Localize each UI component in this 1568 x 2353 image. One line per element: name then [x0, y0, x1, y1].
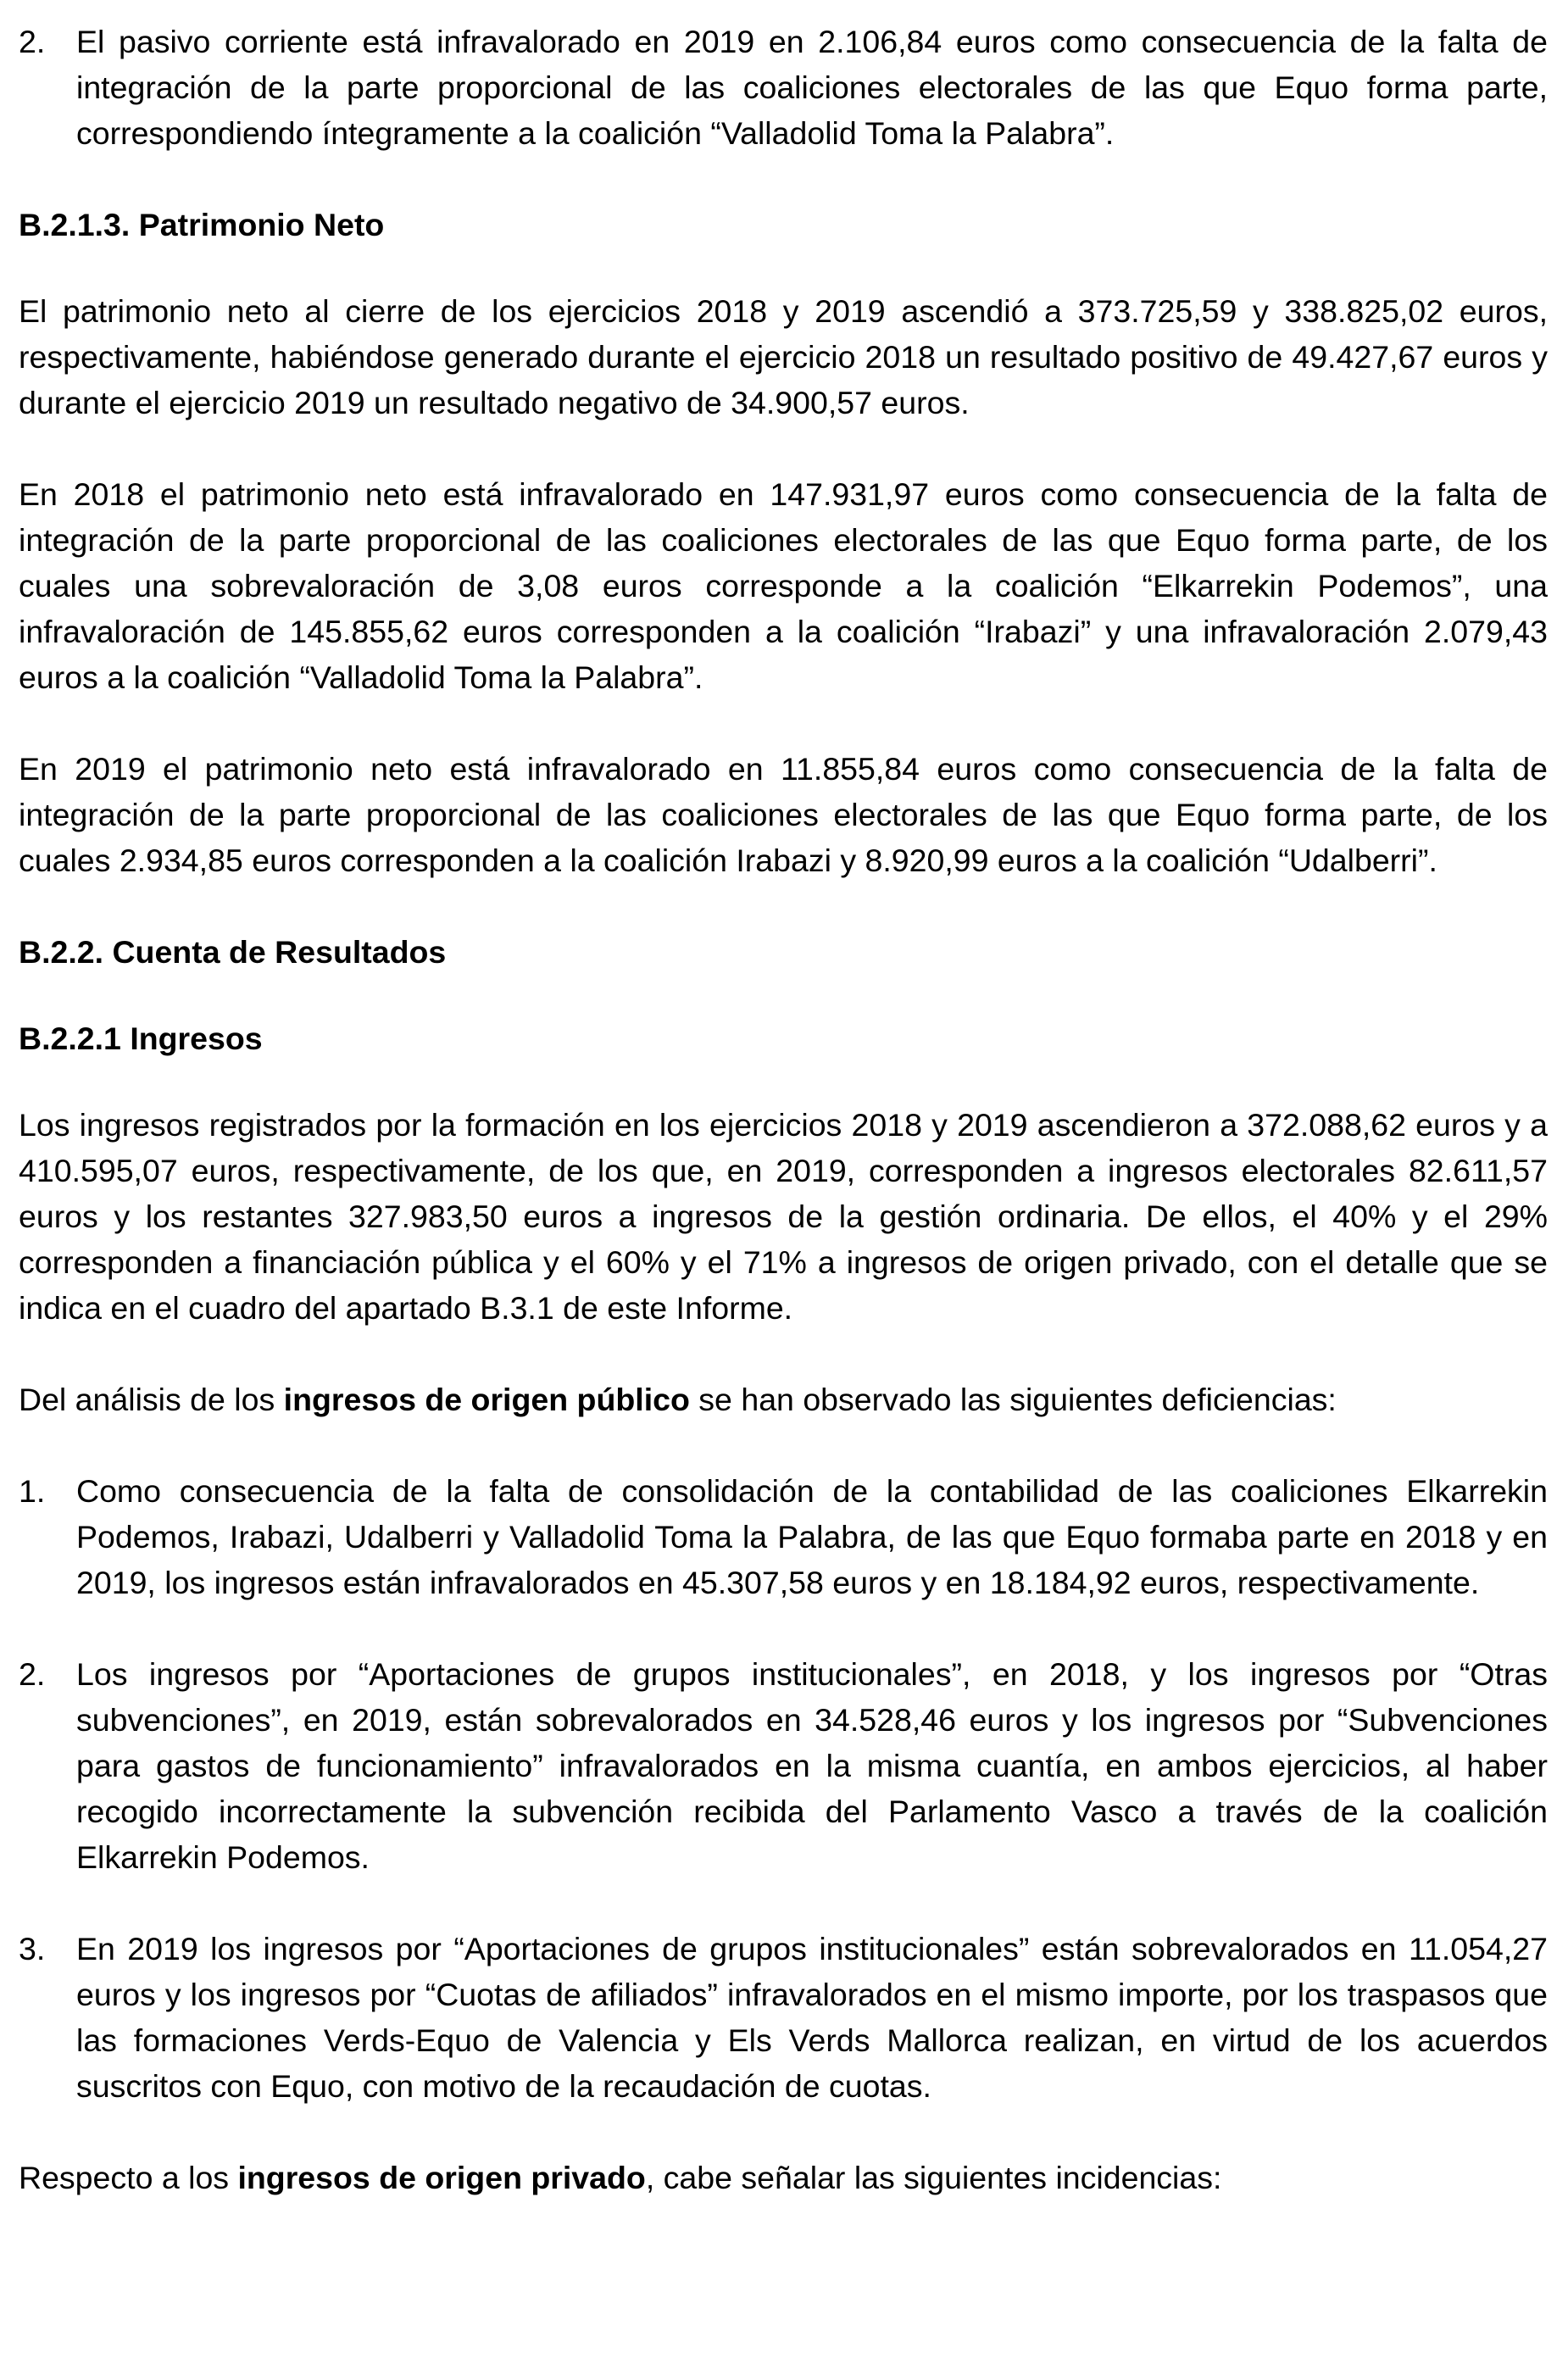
paragraph: El patrimonio neto al cierre de los ejercicios 2018 y 2019 ascendió a 373.725,59 y 338.825,02 euros, respectivamente, habiéndose generado durante el ejercicio 2018 un resultado positivo de 49.427,67 euros y durante el ejercicio 2019 un resultado negativo de 34.900,57 euros. [19, 293, 1548, 420]
text-run: Del análisis de los [19, 1382, 284, 1417]
list-number: 2. [19, 24, 46, 59]
list-item [19, 1926, 1548, 2109]
section-heading-ingresos: B.2.2.1 Ingresos [19, 1021, 263, 1056]
paragraph: En 2019 el patrimonio neto está infravalorado en 11.855,84 euros como consecuencia de la falta de integración de la parte proporcional de las coaliciones electorales de las que Equo forma parte, de los cuales 2.934,85 euros corresponden a la coalición Irabazi y 8.920,99 euros a la coalición “Udalberri”. [19, 751, 1548, 878]
paragraph-ingresos-publicos [19, 1377, 1548, 1422]
bold-term: ingresos de origen público [283, 1382, 690, 1417]
bold-term: ingresos de origen privado [237, 2160, 646, 2195]
list-number: 3. [19, 1931, 46, 1966]
list-item [19, 19, 1548, 156]
list-text: Los ingresos por “Aportaciones de grupos institucionales”, en 2018, y los ingresos por “Otras subvenciones”, en 2019, están sobrevalorados en 34.528,46 euros y los ingresos por “Subvenciones para gastos de funcionamiento” infravalorados en la misma cuantía, en ambos ejercicios, al haber recogido incorrectamente la subvención recibida del Parlamento Vasco a través de la coalición Elkarrekin Podemos. [76, 1656, 1548, 1875]
text-run: Respecto a los [19, 2160, 238, 2195]
list-text: Como consecuencia de la falta de consolidación de la contabilidad de las coaliciones Elkarrekin Podemos, Irabazi, Udalberri y Valladolid Toma la Palabra, de las que Equo formaba parte en 2018 y en 2019, los ingresos están infravalorados en 45.307,58 euros y en 18.184,92 euros, respectivamente. [76, 1473, 1548, 1600]
paragraph: En 2018 el patrimonio neto está infravalorado en 147.931,97 euros como consecuencia de la falta de integración de la parte proporcional de las coaliciones electorales de las que Equo forma parte, de los cuales una sobrevaloración de 3,08 euros corresponde a la coalición “Elkarrekin Podemos”, una infravaloración de 145.855,62 euros corresponden a la coalición “Irabazi” y una infravaloración 2.079,43 euros a la coalición “Valladolid Toma la Palabra”. [19, 476, 1548, 695]
list-text: En 2019 los ingresos por “Aportaciones de grupos institucionales” están sobrevalorados en 11.054,27 euros y los ingresos por “Cuotas de afiliados” infravalorados en el mismo importe, por los traspasos que las formaciones Verds-Equo de Valencia y Els Verds Mallorca realizan, en virtud de los acuerdos suscritos con Equo, con motivo de la recaudación de cuotas. [76, 1931, 1548, 2104]
list-item [19, 1468, 1548, 1605]
section-heading-patrimonio-neto: B.2.1.3. Patrimonio Neto [19, 207, 385, 242]
list-number: 2. [19, 1656, 46, 1692]
list-text: El pasivo corriente está infravalorado en 2019 en 2.106,84 euros como consecuencia de la falta de integración de la parte proporcional de las coaliciones electorales de las que Equo forma parte, correspondiendo íntegramente a la coalición “Valladolid Toma la Palabra”. [76, 24, 1548, 151]
paragraph-ingresos-privados [19, 2155, 1548, 2200]
text-run: se han observado las siguientes deficiencias: [689, 1382, 1337, 1417]
list-number: 1. [19, 1473, 46, 1509]
section-heading-cuenta-resultados: B.2.2. Cuenta de Resultados [19, 934, 447, 970]
text-run: , cabe señalar las siguientes incidencias: [645, 2160, 1222, 2195]
list-item [19, 1651, 1548, 1880]
paragraph: Los ingresos registrados por la formación en los ejercicios 2018 y 2019 ascendieron a 372.088,62 euros y a 410.595,07 euros, respectivamente, de los que, en 2019, corresponden a ingresos electorales 82.611,57 euros y los restantes 327.983,50 euros a ingresos de la gestión ordinaria. De ellos, el 40% y el 29% corresponden a financiación pública y el 60% y el 71% a ingresos de origen privado, con el detalle que se indica en el cuadro del apartado B.3.1 de este Informe. [19, 1107, 1548, 1326]
